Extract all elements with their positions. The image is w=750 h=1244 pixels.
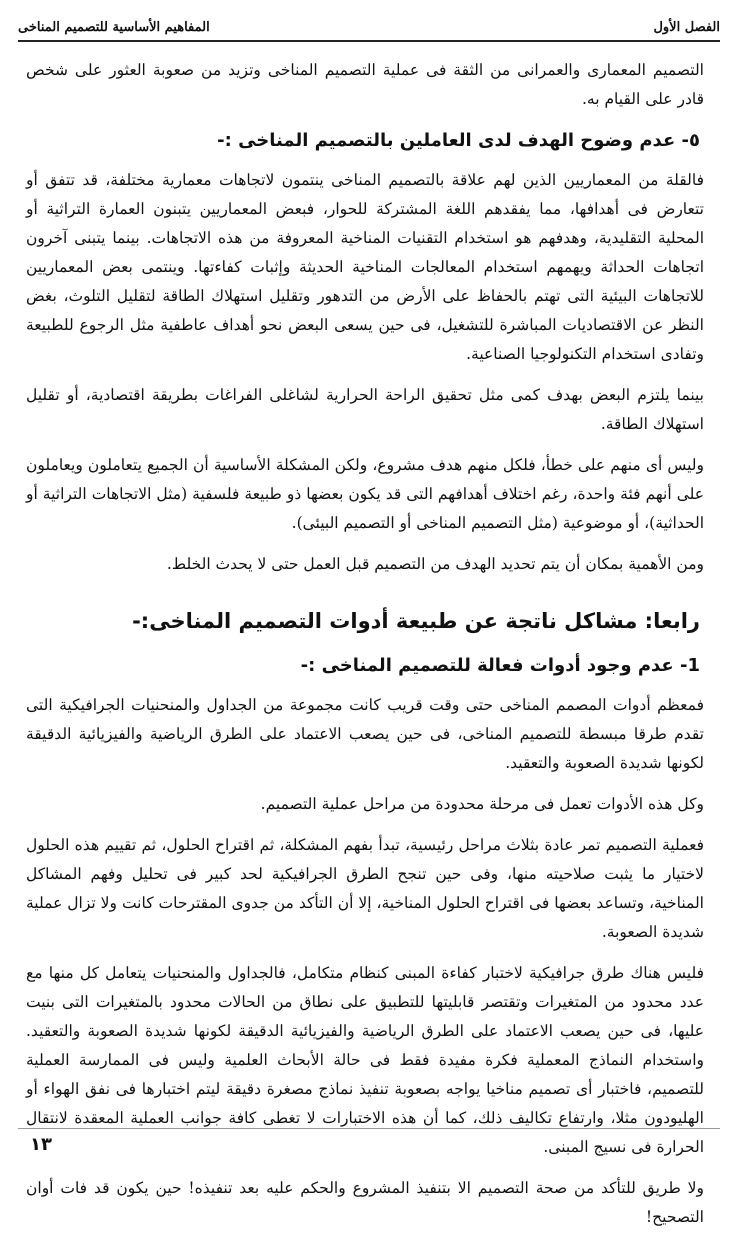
chapter-label: الفصل الأول <box>653 20 720 35</box>
section-heading: ٥- عدم وضوح الهدف لدى العاملين بالتصميم المناخى :- <box>217 130 700 151</box>
paragraph: فعملية التصميم تمر عادة بثلاث مراحل رئيسية، تبدأ بفهم المشكلة، ثم اقتراح الحلول، ثم تقييم هذه الحلول لاختيار ما يثبت صلاحيته منها، وفى حين تنجح الطرق الجرافيكية لحد كبير فى تحليل وفهم المشاكل المناخية، وتساعد بعضها فى اقتراح الحلول المناخية، إلا أن التأكد من جدوى المقترحات كانت ولا تزال عملية شديدة الصعوبة. <box>26 836 704 941</box>
running-header <box>18 18 720 42</box>
page-body <box>26 56 704 1244</box>
footer-divider <box>18 1128 720 1129</box>
paragraph: فليس هناك طرق جرافيكية لاختبار كفاءة المبنى كنظام متكامل، فالجداول والمنحنيات يتعامل كل منها مع عدد محدود من المتغيرات وتقتصر قابليتها للتطبيق على نطاق من الحالات محدود بالمتغيرات التى بنيت عليها، فى حين يصعب الاعتماد على الطرق الرياضية والفيزيائية الدقيقة لكونها شديدة الصعوبة والتعقيد. واستخدام النماذج المعملية فكرة مفيدة فقط فى حالة الأبحاث العلمية وليس فى الممارسة العملية للتصميم، فاختبار أى تصميم مناخيا يواجه بصعوبة تنفيذ نماذج مصغرة دقيقة ليتم اختبارها فى نفق الهواء أو الهليودون مثلا، وارتفاع تكاليف ذلك، كما أن هذه الاختبارات لا تغطى كافة جوانب العملية المعقدة لانتقال الحرارة فى نسيج المبنى. <box>26 964 704 1156</box>
paragraph: ولا طريق للتأكد من صحة التصميم الا بتنفيذ المشروع والحكم عليه بعد تنفيذه! حين يكون قد فات أوان التصحيح! <box>26 1179 704 1226</box>
page-number: ١٣ <box>30 1134 52 1155</box>
paragraph: التصميم المعمارى والعمرانى من الثقة فى عملية التصميم المناخى وتزيد من صعوبة العثور على شخص قادر على القيام به. <box>26 61 704 108</box>
book-title: المفاهيم الأساسية للتصميم المناخى <box>18 20 210 35</box>
paragraph: وكل هذه الأدوات تعمل فى مرحلة محدودة من مراحل عملية التصميم. <box>260 795 704 813</box>
paragraph: وليس أى منهم على خطأ، فلكل منهم هدف مشروع، ولكن المشكلة الأساسية أن الجميع يتعاملون ويعاملون على أنهم فئة واحدة، رغم اختلاف أهدافهم التى قد يكون بعضها ذو طبيعة فلسفية (مثل الاتجاهات التراثية أو الحداثية)، أو موضوعية (مثل التصميم المناخى أو التصميم البيئى). <box>26 456 704 532</box>
paragraph: فمعظم أدوات المصمم المناخى حتى وقت قريب كانت مجموعة من الجداول والمنحنيات الجرافيكية التى تقدم طرقا مبسطة للتصميم المناخى، فى حين يصعب الاعتماد على الطرق الرياضية والفيزيائية الدقيقة لكونها شديدة الصعوبة والتعقيد. <box>26 696 704 772</box>
chapter-section-heading: رابعا: مشاكل ناتجة عن طبيعة أدوات التصميم المناخى:- <box>132 609 700 633</box>
paragraph: بينما يلتزم البعض بهدف كمى مثل تحقيق الراحة الحرارية لشاغلى الفراغات بطريقة اقتصادية، أو تقليل استهلاك الطاقة. <box>26 386 704 433</box>
paragraph: ومن الأهمية بمكان أن يتم تحديد الهدف من التصميم قبل العمل حتى لا يحدث الخلط. <box>166 555 704 573</box>
paragraph: فالقلة من المعماريين الذين لهم علاقة بالتصميم المناخى ينتمون لاتجاهات معمارية مختلفة، قد تتفق أو تتعارض فى أهدافها، مما يفقدهم اللغة المشتركة للحوار، فبعض المعماريين يتبنون العمارة التراثية أو المحلية التقليدية، وهدفهم هو استخدام التقنيات المناخية المعروفة من هذه الاتجاهات. بينما يتبنى آخرون اتجاهات الحداثة ويهمهم استخدام المعالجات المناخية الحديثة وإثبات كفاءتها. وينتمى بعض المعماريين للاتجاهات البيئية التى تهتم بالحفاظ على الأرض من التدهور وتقليل استهلاك الطاقة لتقليل التلوث، بغض النظر عن الاقتصاديات المباشرة للتشغيل، فى حين يسعى البعض نحو أهداف عاطفية مثل الرجوع للطبيعة وتفادى استخدام التكنولوجيا الصناعية. <box>26 171 704 363</box>
section-heading: 1- عدم وجود أدوات فعالة للتصميم المناخى :- <box>300 655 700 676</box>
